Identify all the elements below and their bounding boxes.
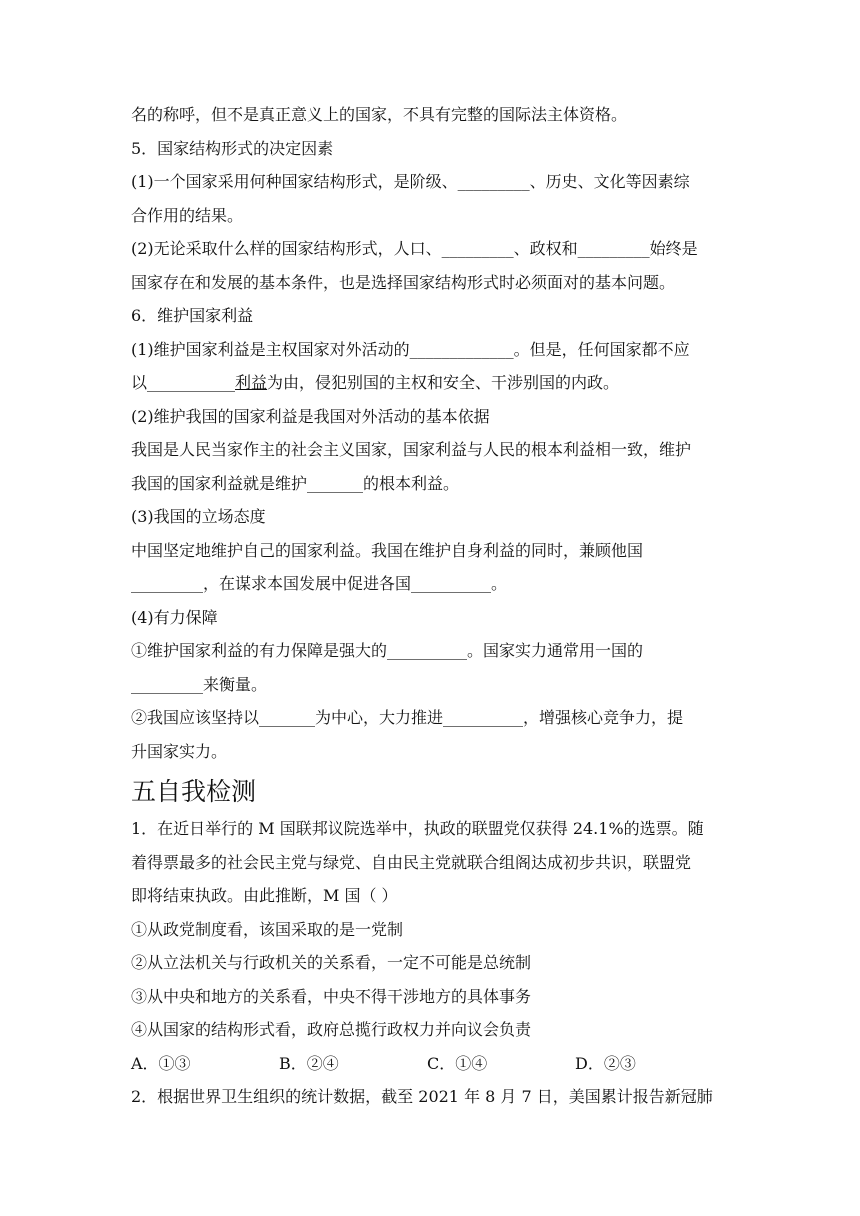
- text-segment: 为由，侵犯别国的主权和安全、干涉别国的内政。: [267, 373, 620, 392]
- answer-options: [131, 1047, 731, 1081]
- question-line: 着得票最多的社会民主党与绿党、自由民主党就联合组阁达成初步共识，联盟党: [131, 852, 692, 872]
- text-line: _________，在谋求本国发展中促进各国__________。: [131, 574, 508, 593]
- question-line: 1．在近日举行的 M 国联邦议院选举中，执政的联盟党仅获得 24.1%的选票。随: [131, 819, 704, 838]
- text-line: 升国家实力。: [131, 741, 228, 761]
- text-line: (1)维护国家利益是主权国家对外活动的_____________。但是，任何国家都不应: [131, 339, 690, 359]
- text-line: ②我国应该坚持以_______为中心，大力推进__________，增强核心竞争力，提: [131, 708, 684, 727]
- option-d: D．②③: [575, 1053, 636, 1073]
- option-a: A．①③: [131, 1053, 191, 1073]
- text-line: 国家存在和发展的基本条件，也是选择国家结构形式时必须面对的基本问题。: [131, 272, 676, 292]
- text-line: ①维护国家利益的有力保障是强大的__________。国家实力通常用一国的: [131, 641, 644, 660]
- text-line: 合作用的结果。: [131, 205, 244, 225]
- text-segment: 以___________: [131, 373, 236, 392]
- text-line: 6．维护国家利益: [131, 306, 254, 325]
- text-line: _________来衡量。: [131, 674, 268, 694]
- text-line: (1)一个国家采用何种国家结构形式，是阶级、_________、历史、文化等因素综: [131, 172, 690, 191]
- text-line: 名的称呼，但不是真正意义上的国家，不具有完整的国际法主体资格。: [131, 105, 628, 124]
- text-line: 5．国家结构形式的决定因素: [131, 138, 334, 158]
- section-heading: 五自我检测: [131, 777, 257, 806]
- statement-line: ③从中央和地方的关系看，中央不得干涉地方的具体事务: [131, 986, 532, 1006]
- text-line-underlined: [131, 366, 731, 400]
- text-line: 中国坚定地维护自己的国家利益。我国在维护自身利益的同时，兼顾他国: [131, 540, 644, 560]
- text-line: (2)维护我国的国家利益是我国对外活动的基本依据: [131, 406, 490, 426]
- statement-line: ①从政党制度看，该国采取的是一党制: [131, 919, 404, 939]
- question-line: 即将结束执政。由此推断，M 国（ ）: [131, 886, 398, 905]
- question-line: 2．根据世界卫生组织的统计数据，截至 2021 年 8 月 7 日，美国累计报告新冠肺: [131, 1087, 713, 1106]
- option-c: C．①④: [427, 1053, 488, 1073]
- statement-line: ④从国家的结构形式看，政府总揽行政权力并向议会负责: [131, 1020, 532, 1039]
- document-page: [131, 98, 731, 1114]
- text-line: (2)无论采取什么样的国家结构形式，人口、_________、政权和_________始终是: [131, 239, 698, 258]
- underlined-text: 利益: [235, 373, 268, 392]
- statement-line: ②从立法机关与行政机关的关系看，一定不可能是总统制: [131, 953, 532, 972]
- text-line: 我国的国家利益就是维护_______的根本利益。: [131, 473, 460, 493]
- text-line: 我国是人民当家作主的社会主义国家，国家利益与人民的根本利益相一致，维护: [131, 440, 692, 459]
- text-line: (3)我国的立场态度: [131, 507, 266, 526]
- option-b: B．②④: [279, 1053, 339, 1073]
- text-line: (4)有力保障: [131, 607, 218, 627]
